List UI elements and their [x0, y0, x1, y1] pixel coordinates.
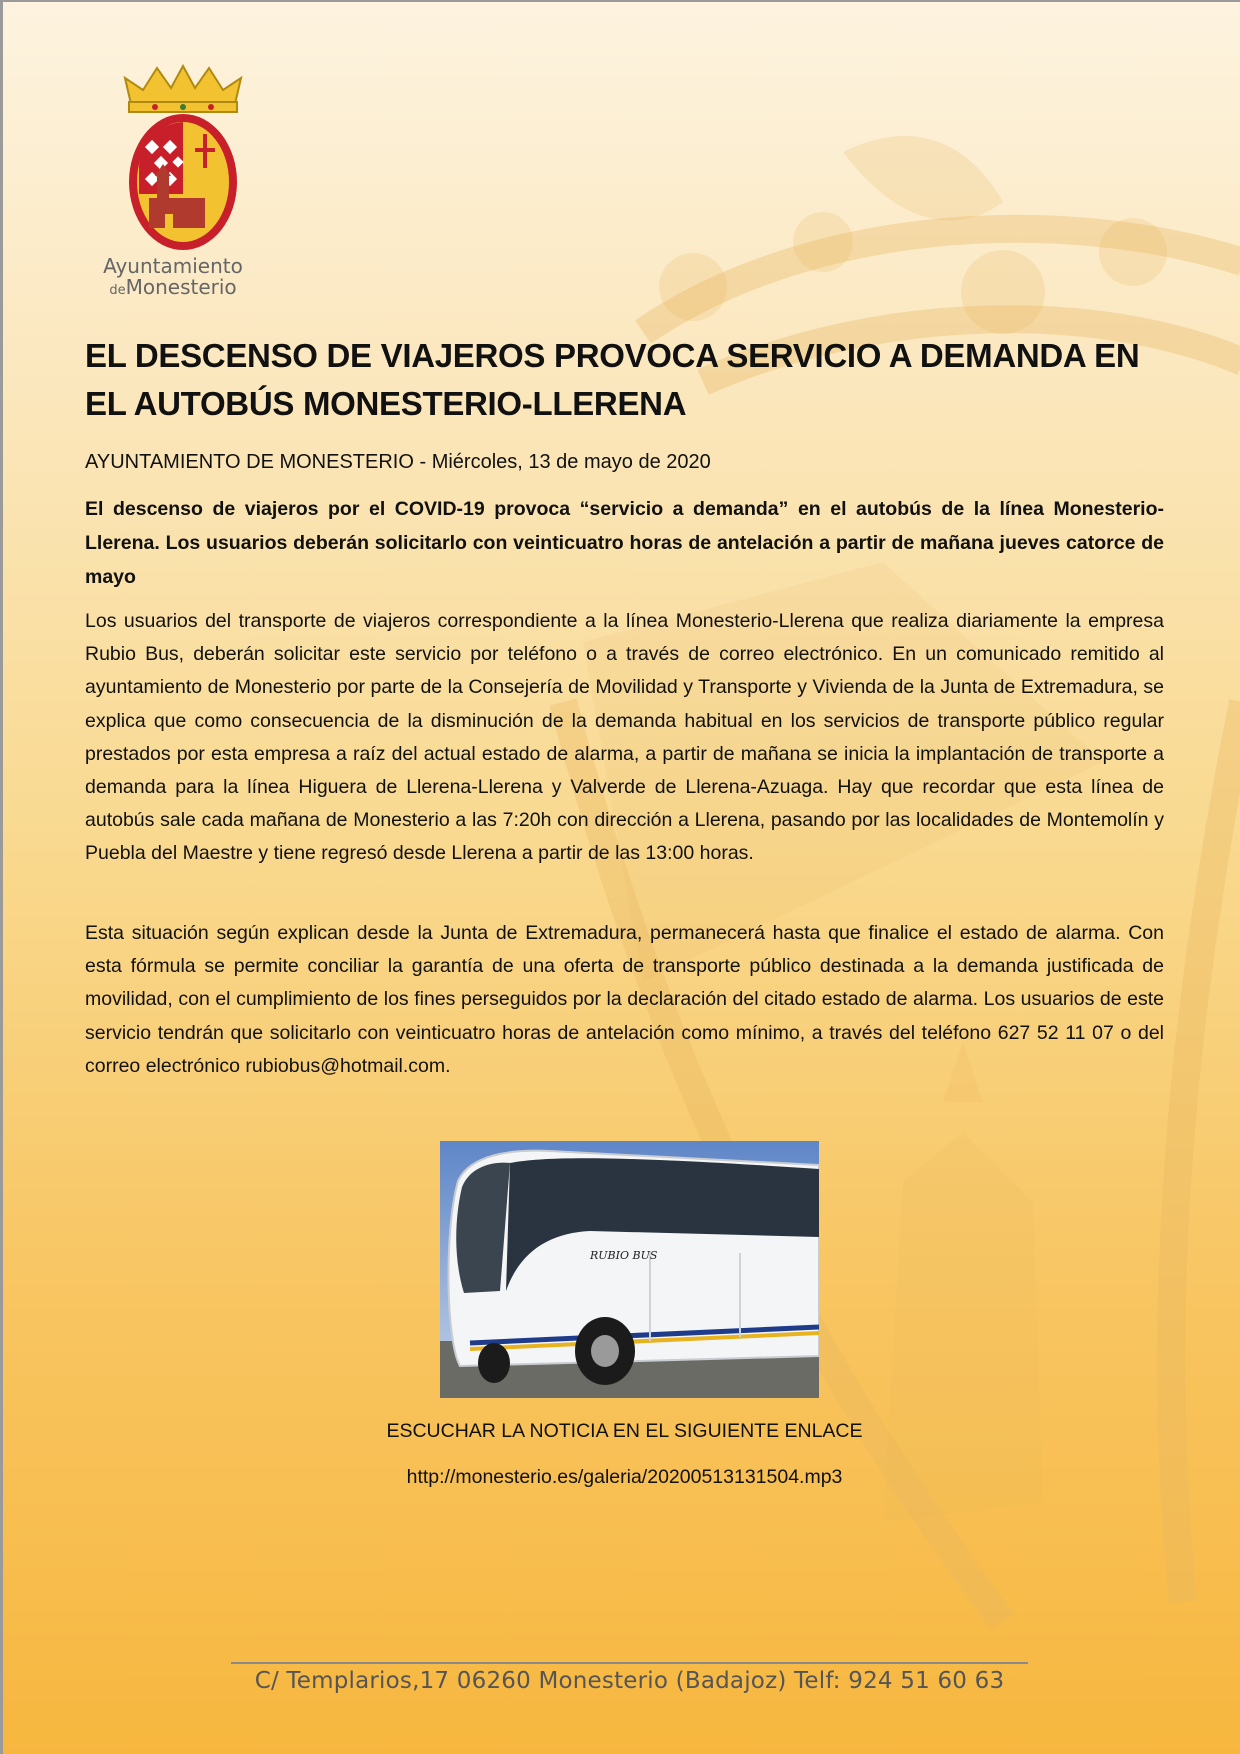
article-paragraph: Esta situación según explican desde la Junta de Extremadura, permanecerá hasta que finalice el estado de alarma. Con esta fórmula se permite conciliar la garantía de una oferta de transporte público destinada a la demanda justificada de movilidad, con el cumplimiento de los fines perseguidos por la declaración del citado estado de alarma. Los usuarios de este servicio tendrán que solicitarlo con veinticuatro horas de antelación como mínimo, a través del teléfono 627 52 11 07 o del correo electrónico rubiobus@hotmail.com.	[85, 922, 1164, 1077]
logo-wordmark	[103, 256, 243, 298]
footer-divider	[231, 1662, 1028, 1664]
bus-lettering: RUBIO BUS	[590, 1249, 658, 1262]
logo-de: de	[109, 283, 126, 298]
article-title: EL DESCENSO DE VIAJEROS PROVOCA SERVICIO A DEMANDA EN EL AUTOBÚS MONESTERIO-LLERENA	[85, 337, 1140, 422]
logo-line-monesterio	[103, 277, 243, 298]
article-paragraph: Los usuarios del transporte de viajeros correspondiente a la línea Monesterio-Llerena que realiza diariamente la empresa Rubio Bus, deberán solicitar este servicio por teléfono o a través de correo electrónico. En un comunicado remitido al ayuntamiento de Monesterio por parte de la Consejería de Movilidad y Transporte y Vivienda de la Junta de Extremadura, se explica que como consecuencia de la disminución de la demanda habitual en los servicios de transporte público regular prestados por esta empresa a raíz del actual estado de alarma, a partir de mañana se inicia la implantación de transporte a demanda para la línea Higuera de Llerena-Llerena y Valverde de Llerena-Azuaga. Hay que recordar que esta línea de autobús sale cada mañana de Monesterio a las 7:20h con dirección a Llerena, pasando por las localidades de Montemolín y Puebla del Maestre y tiene regresó desde Llerena a partir de las 13:00 horas.	[85, 610, 1164, 865]
footer-address: C/ Templarios,17 06260 Monesterio (Badajoz) Telf: 924 51 60 63	[254, 1668, 1005, 1694]
listen-label: ESCUCHAR LA NOTICIA EN EL SIGUIENTE ENLACE	[386, 1420, 863, 1442]
logo-line-ayuntamiento: Ayuntamiento	[103, 254, 243, 278]
bus-photo	[440, 1141, 819, 1398]
article-lead: El descenso de viajeros por el COVID-19 provoca “servicio a demanda” en el autobús de la línea Monesterio-Llerena. Los usuarios deberán solicitarlo con veinticuatro horas de antelación a partir de mañana jueves catorce de mayo	[85, 498, 1164, 588]
logo-monesterio: Monesterio	[125, 275, 237, 299]
article-byline: AYUNTAMIENTO DE MONESTERIO - Miércoles, 13 de mayo de 2020	[85, 451, 711, 473]
audio-link[interactable]: http://monesterio.es/galeria/20200513131504.mp3	[406, 1466, 843, 1488]
